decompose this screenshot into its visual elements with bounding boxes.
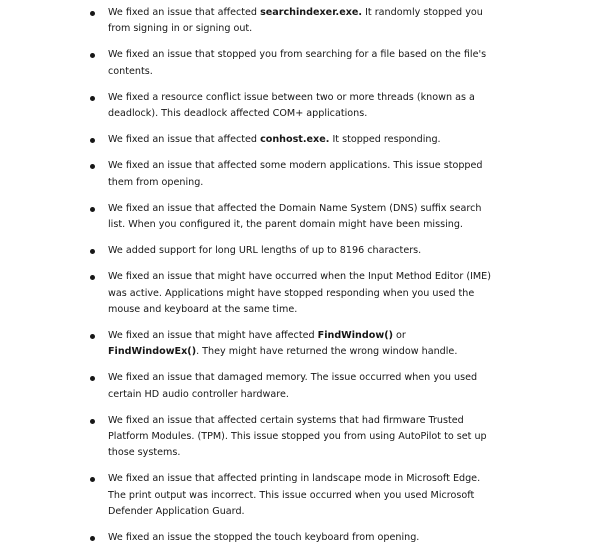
item-bold-term: conhost.exe. [260, 134, 330, 146]
bullet-icon [90, 138, 95, 143]
bullet-icon [90, 207, 95, 212]
bullet-icon [90, 419, 95, 424]
item-text: We fixed an issue that affected [108, 134, 261, 146]
item-text: We fixed an issue that affected printing in landscape mode in Microsoft Edge. The print output was incorrect. This issue occurred when you used Microsoft Defender Application Guard. [108, 473, 481, 517]
item-text: We fixed a resource conflict issue between two or more threads (known as a deadlock). This deadlock affected COM+ applications. [108, 91, 475, 120]
list-item [0, 269, 600, 318]
list-item [0, 328, 600, 360]
item-text: It stopped responding. [329, 134, 441, 146]
item-text: We fixed an issue that affected [108, 7, 261, 18]
bullet-icon [90, 376, 95, 381]
item-text: We fixed an issue that affected the Domain Name System (DNS) suffix search list. When you configured it, the parent domain might have been missing. [108, 202, 482, 231]
bullet-icon [90, 249, 95, 254]
list-item [0, 5, 600, 37]
bullet-icon [90, 53, 95, 58]
bullet-icon [90, 164, 95, 169]
list-item [0, 530, 600, 546]
item-text: . They might have returned the wrong window handle. [196, 346, 458, 358]
item-text: We fixed an issue that damaged memory. The issue occurred when you used certain HD audio controller hardware. [108, 372, 478, 400]
list-item [0, 471, 600, 520]
bullet-icon [90, 275, 95, 280]
list-item [0, 370, 600, 402]
item-text: We fixed an issue that might have affected [108, 330, 318, 342]
bullet-icon [90, 477, 95, 482]
item-text: or [392, 330, 406, 342]
item-bold-term: FindWindowEx() [108, 346, 197, 358]
list-item [0, 158, 600, 190]
list-item [0, 132, 600, 148]
bullet-icon [90, 334, 95, 339]
list-item [0, 90, 600, 122]
item-text: We fixed an issue that affected certain systems that had firmware Trusted Platform Modules. (TPM). This issue stopped you from using AutoPilot to set up those systems. [108, 414, 487, 459]
item-text: We fixed an issue that might have occurred when the Input Method Editor (IME) was active. Applications might have stopped responding when you used the mouse and keyboard at the same time. [108, 271, 491, 315]
list-item [0, 413, 600, 462]
item-bold-term: FindWindow() [317, 330, 393, 342]
item-text: We fixed an issue the stopped the touch keyboard from opening. [108, 532, 420, 544]
item-text: We fixed an issue that stopped you from searching for a file based on the file's contents. [108, 49, 487, 77]
item-text: We fixed an issue that affected some modern applications. This issue stopped them from opening. [108, 160, 483, 188]
list-item [0, 201, 600, 233]
list-item [0, 243, 600, 259]
item-text: It randomly stopped you from signing in or signing out. [108, 7, 483, 35]
bullet-icon [90, 536, 95, 541]
fix-list [0, 5, 600, 556]
item-text: We added support for long URL lengths of up to 8196 characters. [108, 245, 422, 257]
bullet-icon [90, 11, 95, 16]
item-bold-term: searchindexer.exe. [260, 7, 363, 18]
bullet-icon [90, 96, 95, 101]
list-item [0, 47, 600, 79]
